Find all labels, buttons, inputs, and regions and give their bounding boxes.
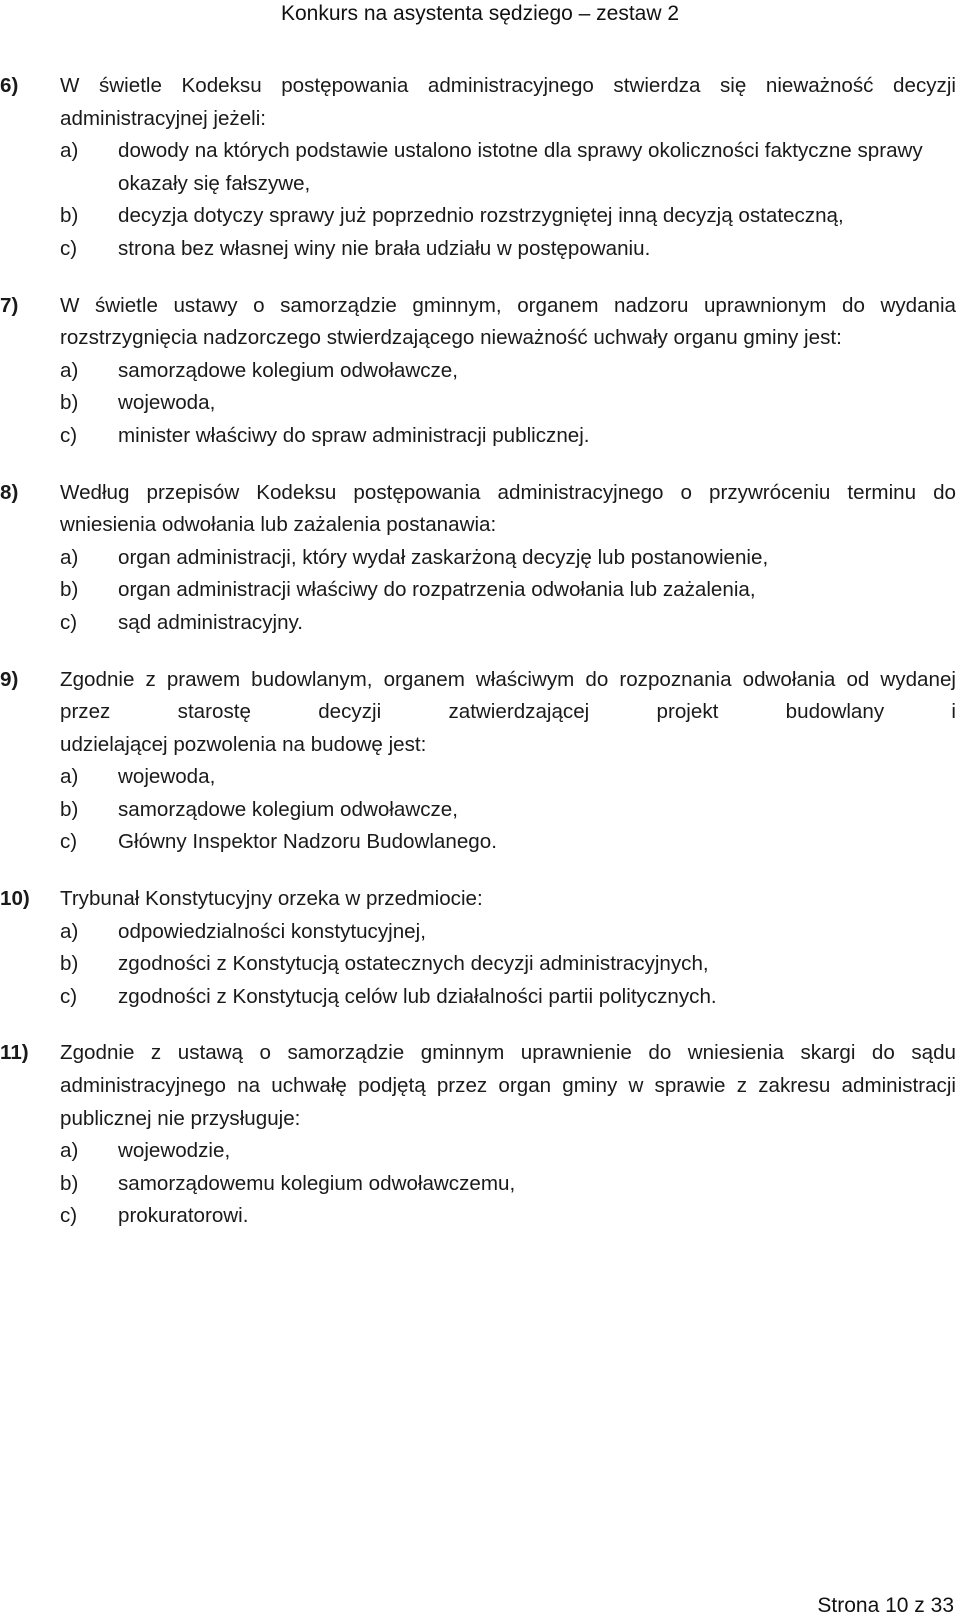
question-text: Zgodnie z prawem budowlanym, organem właściwym do rozpoznania odwołania od wydanej przez starostę decyzji zatwierdzającej projekt budowlany i (60, 667, 956, 724)
option-label: a) (60, 358, 79, 382)
answer-option-c (60, 607, 956, 640)
option-label: c) (60, 423, 78, 447)
page-prefix: Strona (817, 1594, 880, 1617)
question-8 (0, 477, 956, 640)
option-text: samorządowemu kolegium odwoławczemu, (118, 1171, 516, 1195)
question-9 (0, 664, 956, 860)
question-list (0, 70, 956, 1257)
option-text: zgodności z Konstytucją celów lub działalności partii politycznych. (118, 984, 717, 1008)
question-7 (0, 290, 956, 453)
answer-option-b (60, 387, 956, 420)
answer-option-a (60, 355, 956, 388)
answer-option-c (60, 981, 956, 1014)
option-label: a) (60, 139, 79, 163)
answer-option-b (60, 574, 956, 607)
option-text: decyzja dotyczy sprawy już poprzednio rozstrzygniętej inną decyzją ostateczną, (118, 204, 844, 228)
option-label: c) (60, 610, 78, 634)
question-text: W świetle Kodeksu postępowania administracyjnego stwierdza się nieważność decyzji administracyjnej jeżeli: (60, 74, 956, 130)
question-number: 7) (0, 293, 19, 317)
option-label: c) (60, 830, 78, 854)
option-label: c) (60, 236, 78, 260)
question-text: Trybunał Konstytucyjny orzeka w przedmiocie: (60, 887, 483, 911)
question-6 (0, 70, 956, 266)
option-text: minister właściwy do spraw administracji publicznej. (118, 423, 590, 447)
answer-option-a (60, 135, 956, 200)
option-text: organ administracji, który wydał zaskarżoną decyzję lub postanowienie, (118, 545, 769, 569)
answer-option-b (60, 948, 956, 981)
answer-option-b (60, 794, 956, 827)
option-text: wojewoda, (118, 391, 216, 415)
option-label: a) (60, 765, 79, 789)
question-number: 9) (0, 667, 19, 691)
question-text: Zgodnie z ustawą o samorządzie gminnym uprawnienie do wniesienia skargi do sądu administracyjnego na uchwałę podjętą przez organ gminy w sprawie z zakresu administracji publicznej nie przysługuje: (60, 1041, 956, 1130)
question-text: Według przepisów Kodeksu postępowania administracyjnego o przywróceniu terminu do wniesienia odwołania lub zażalenia postanawia: (60, 480, 956, 537)
option-label: a) (60, 919, 79, 943)
answer-option-c (60, 233, 956, 266)
question-text-continuation: udzielającej pozwolenia na budowę jest: (60, 732, 427, 756)
question-11 (0, 1037, 956, 1233)
answer-option-a (60, 542, 956, 575)
option-label: a) (60, 1139, 79, 1163)
option-text: strona bez własnej winy nie brała udziału w postępowaniu. (118, 236, 651, 260)
page-number: 10 (885, 1594, 909, 1617)
option-text: dowody na których podstawie ustalono istotne dla sprawy okoliczności faktyczne sprawy okazały się fałszywe, (118, 139, 923, 195)
option-label: b) (60, 391, 79, 415)
option-label: c) (60, 1204, 78, 1228)
option-text: odpowiedzialności konstytucyjnej, (118, 919, 426, 943)
option-text: wojewoda, (118, 765, 216, 789)
answer-option-a (60, 1135, 956, 1168)
page-header (0, 0, 960, 32)
answer-option-c (60, 420, 956, 453)
page-separator: z (914, 1594, 925, 1617)
option-label: b) (60, 797, 79, 821)
question-10 (0, 883, 956, 1013)
option-label: c) (60, 984, 78, 1008)
option-text: Główny Inspektor Nadzoru Budowlanego. (118, 830, 497, 854)
option-text: prokuratorowi. (118, 1204, 249, 1228)
option-label: b) (60, 1171, 79, 1195)
option-label: b) (60, 578, 79, 602)
option-text: sąd administracyjny. (118, 610, 304, 634)
document-title: Konkurs na asystenta sędziego – zestaw 2 (280, 2, 680, 25)
option-label: a) (60, 545, 79, 569)
answer-option-a (60, 761, 956, 794)
question-number: 10) (0, 887, 30, 911)
question-number: 6) (0, 74, 19, 97)
answer-option-b (60, 200, 956, 233)
question-number: 11) (0, 1041, 29, 1065)
answer-option-b (60, 1168, 956, 1201)
answer-option-c (60, 826, 956, 859)
question-number: 8) (0, 480, 19, 504)
page-footer (817, 1592, 954, 1620)
answer-option-a (60, 916, 956, 949)
page-total: 33 (930, 1594, 954, 1617)
option-text: samorządowe kolegium odwoławcze, (118, 797, 458, 821)
option-text: samorządowe kolegium odwoławcze, (118, 358, 458, 382)
option-label: b) (60, 952, 79, 976)
option-text: zgodności z Konstytucją ostatecznych decyzji administracyjnych, (118, 952, 709, 976)
answer-option-c (60, 1200, 956, 1233)
option-text: organ administracji właściwy do rozpatrzenia odwołania lub zażalenia, (118, 578, 756, 602)
option-text: wojewodzie, (118, 1139, 231, 1163)
question-text: W świetle ustawy o samorządzie gminnym, organem nadzoru uprawnionym do wydania rozstrzygnięcia nadzorczego stwierdzającego nieważność uchwały organu gminy jest: (60, 293, 956, 350)
option-label: b) (60, 204, 79, 228)
